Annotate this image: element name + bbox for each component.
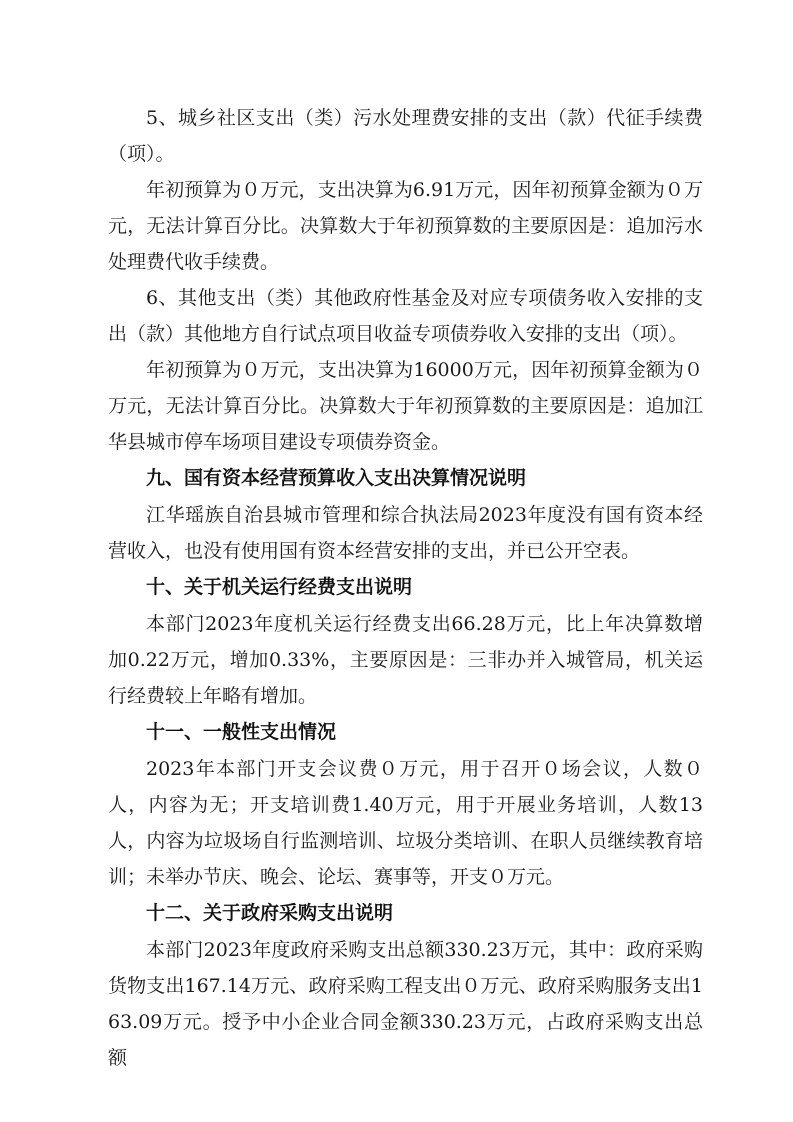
paragraph-item-6-title: 6、其他支出（类）其他政府性基金及对应专项债务收入安排的支出（款）其他地方自行试点项目收益专项债券收入安排的支出（项）。 xyxy=(108,287,703,345)
paragraph-section-9: 江华瑶族自治县城市管理和综合执法局2023年度没有国有资本经营收入，也没有使用国有资本经营安排的支出，并已公开空表。 xyxy=(108,504,703,562)
section-heading-9: 九、国有资本经营预算收入支出决算情况说明 xyxy=(146,467,527,489)
paragraph-item-5-detail: 年初预算为０万元，支出决算为6.91万元，因年初预算金额为０万元，无法计算百分比。决算数大于年初预算数的主要原因是：追加污水处理费代收手续费。 xyxy=(108,179,703,273)
paragraph-section-11: 2023年本部门开支会议费０万元，用于召开０场会议，人数０人，内容为无；开支培训费1.40万元，用于开展业务培训，人数13人，内容为垃圾场自行监测培训、垃圾分类培训、在职人员继续教育培训；未举办节庆、晚会、论坛、赛事等，开支０万元。 xyxy=(108,758,703,888)
section-heading-11: 十一、一般性支出情况 xyxy=(146,721,337,743)
paragraph-section-12: 本部门2023年度政府采购支出总额330.23万元，其中：政府采购货物支出167.14万元、政府采购工程支出０万元、政府采购服务支出163.09万元。授予中小企业合同金额330.23万元，占政府采购支出总额 xyxy=(108,939,703,1069)
paragraph-item-5-title: 5、城乡社区支出（类）污水处理费安排的支出（款）代征手续费（项）。 xyxy=(108,107,703,165)
paragraph-section-10: 本部门2023年度机关运行经费支出66.28万元，比上年决算数增加0.22万元，增加0.33%，主要原因是：三非办并入城管局，机关运行经费较上年略有增加。 xyxy=(108,613,703,707)
paragraph-item-6-detail: 年初预算为０万元，支出决算为16000万元，因年初预算金额为０万元，无法计算百分比。决算数大于年初预算数的主要原因是：追加江华县城市停车场项目建设专项债券资金。 xyxy=(108,359,703,453)
section-heading-12: 十二、关于政府采购支出说明 xyxy=(146,902,394,924)
section-heading-10: 十、关于机关运行经费支出说明 xyxy=(146,576,413,598)
document-body xyxy=(108,100,703,1076)
